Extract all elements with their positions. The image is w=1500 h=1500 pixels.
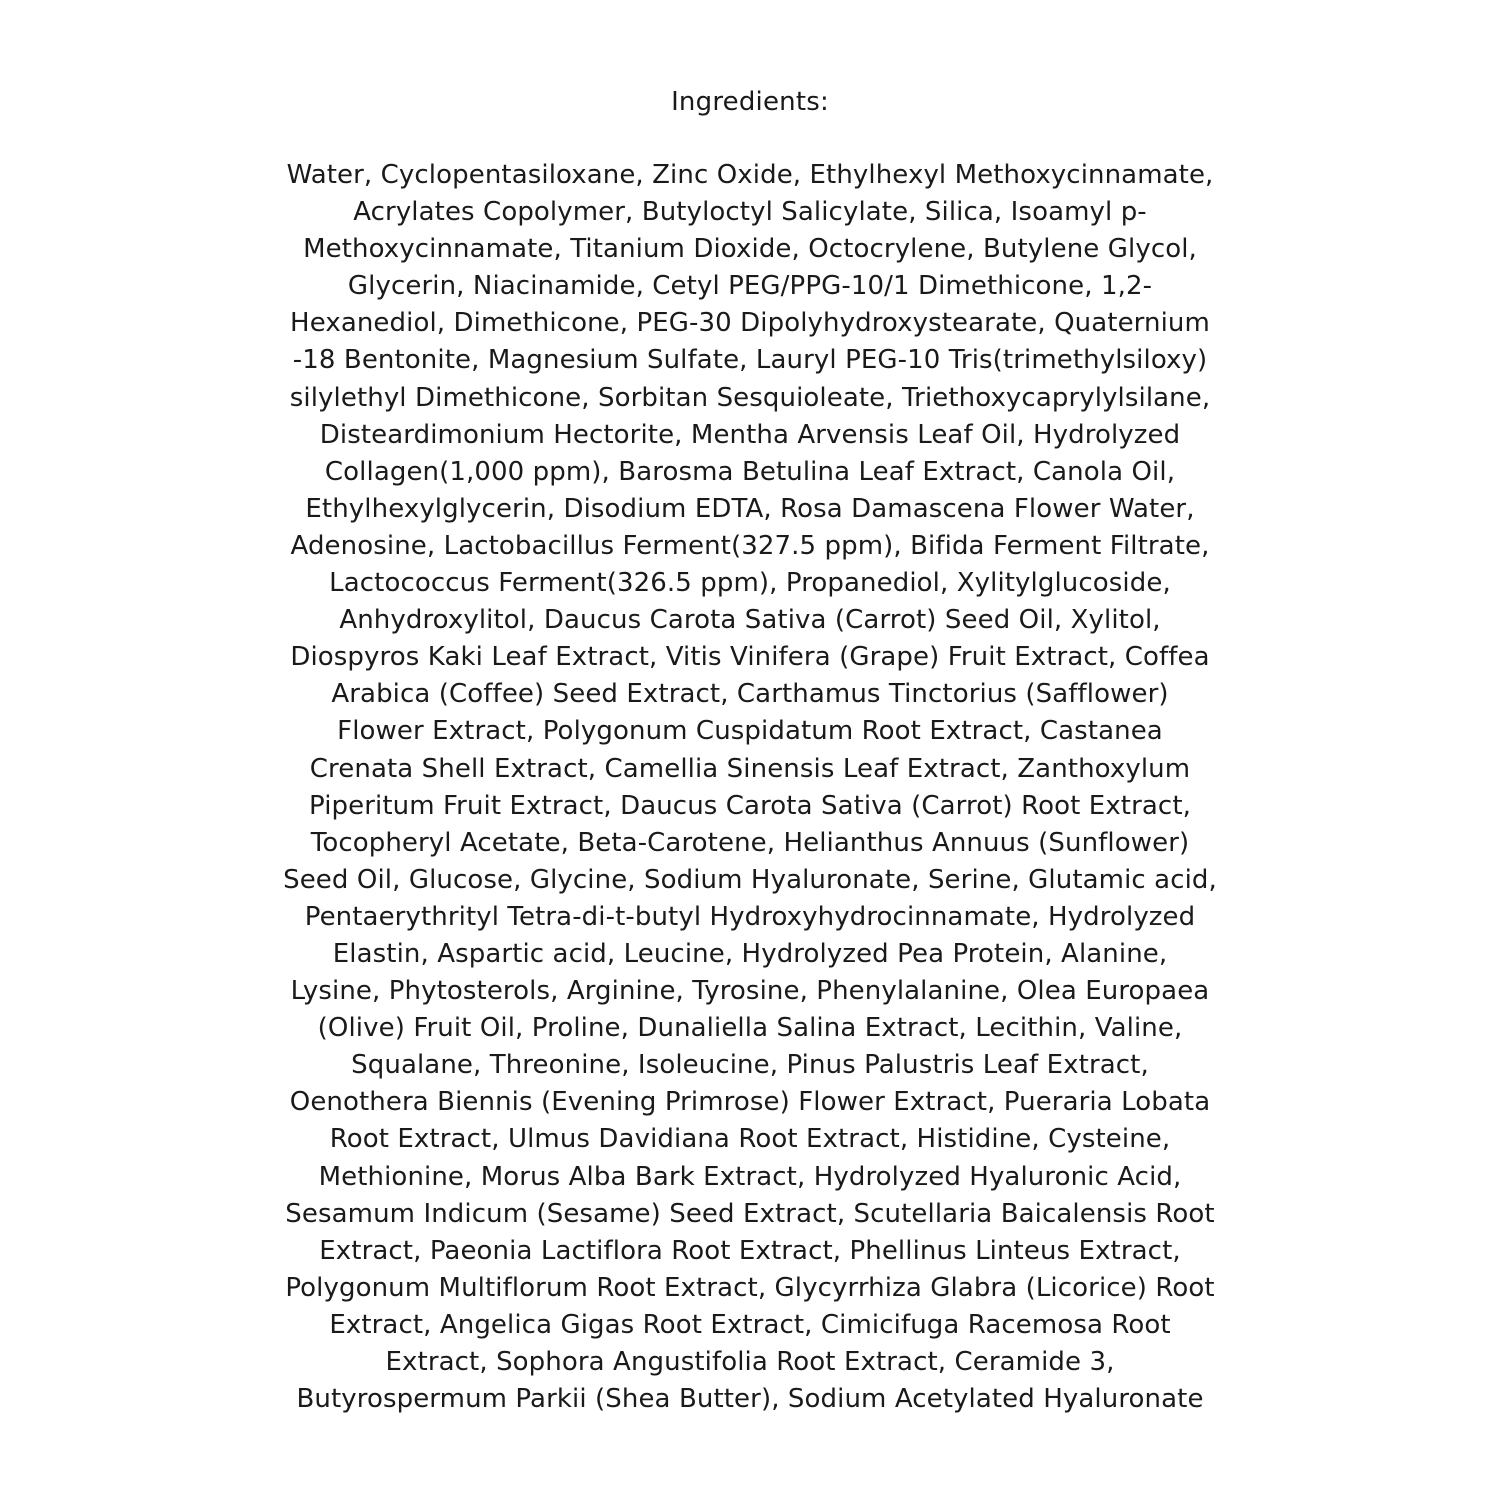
ingredients-line: Extract, Paeonia Lactiflora Root Extract, Phellinus Linteus Extract, (319, 1235, 1181, 1266)
ingredients-line: Oenothera Biennis (Evening Primrose) Flower Extract, Pueraria Lobata (289, 1087, 1211, 1118)
ingredients-line: (Olive) Fruit Oil, Proline, Dunaliella Salina Extract, Lecithin, Valine, (317, 1013, 1183, 1044)
ingredients-line: Hexanediol, Dimethicone, PEG-30 Dipolyhydroxystearate, Quaternium (290, 308, 1210, 339)
ingredients-line: Crenata Shell Extract, Camellia Sinensis Leaf Extract, Zanthoxylum (309, 753, 1191, 784)
ingredients-line: Methionine, Morus Alba Bark Extract, Hydrolyzed Hyaluronic Acid, (318, 1161, 1182, 1192)
ingredients-line: Piperitum Fruit Extract, Daucus Carota Sativa (Carrot) Root Extract, (309, 790, 1191, 821)
ingredients-line: Pentaerythrityl Tetra-di-t-butyl Hydroxyhydrocinnamate, Hydrolyzed (304, 901, 1196, 932)
ingredients-line: Butyrospermum Parkii (Shea Butter), Sodium Acetylated Hyaluronate (296, 1384, 1204, 1415)
ingredients-line: Collagen(1,000 ppm), Barosma Betulina Leaf Extract, Canola Oil, (324, 456, 1176, 487)
ingredients-line: Water, Cyclopentasiloxane, Zinc Oxide, Ethylhexyl Methoxycinnamate, (286, 160, 1214, 190)
ingredients-line: Diospyros Kaki Leaf Extract, Vitis Vinifera (Grape) Fruit Extract, Coffea (290, 642, 1210, 673)
ingredients-line: Lysine, Phytosterols, Arginine, Tyrosine, Phenylalanine, Olea Europaea (290, 976, 1210, 1007)
ingredients-line: Lactococcus Ferment(326.5 ppm), Propanediol, Xylitylglucoside, (329, 568, 1171, 599)
ingredients-line: Extract, Angelica Gigas Root Extract, Cimicifuga Racemosa Root (329, 1309, 1171, 1340)
ingredients-line: -18 Bentonite, Magnesium Sulfate, Lauryl PEG-10 Tris(trimethylsiloxy) (292, 345, 1208, 376)
ingredients-line: Squalane, Threonine, Isoleucine, Pinus Palustris Leaf Extract, (351, 1050, 1149, 1081)
ingredients-line: Elastin, Aspartic acid, Leucine, Hydrolyzed Pea Protein, Alanine, (332, 938, 1168, 969)
ingredients-heading: Ingredients: (671, 87, 829, 117)
ingredients-line: silylethyl Dimethicone, Sorbitan Sesquioleate, Triethoxycaprylylsilane, (289, 382, 1211, 413)
ingredients-line: Tocopheryl Acetate, Beta-Carotene, Helianthus Annuus (Sunflower) (310, 827, 1190, 858)
ingredients-line: Root Extract, Ulmus Davidiana Root Extract, Histidine, Cysteine, (329, 1124, 1171, 1155)
ingredients-list (230, 157, 1270, 1418)
ingredients-line: Ethylhexylglycerin, Disodium EDTA, Rosa Damascena Flower Water, (305, 493, 1195, 524)
ingredients-line: Sesamum Indicum (Sesame) Seed Extract, Scutellaria Baicalensis Root (285, 1198, 1215, 1229)
ingredients-line: Extract, Sophora Angustifolia Root Extract, Ceramide 3, (385, 1347, 1115, 1377)
ingredients-line: Polygonum Multiflorum Root Extract, Glycyrrhiza Glabra (Licorice) Root (285, 1272, 1215, 1303)
ingredients-line: Glycerin, Niacinamide, Cetyl PEG/PPG-10/1 Dimethicone, 1,2- (347, 271, 1153, 302)
ingredients-line: Seed Oil, Glucose, Glycine, Sodium Hyaluronate, Serine, Glutamic acid, (283, 864, 1217, 895)
ingredients-line: Anhydroxylitol, Daucus Carota Sativa (Carrot) Seed Oil, Xylitol, (339, 605, 1161, 636)
ingredients-line: Methoxycinnamate, Titanium Dioxide, Octocrylene, Butylene Glycol, (303, 234, 1197, 265)
ingredients-line: Acrylates Copolymer, Butyloctyl Salicylate, Silica, Isoamyl p- (353, 197, 1147, 228)
ingredients-line: Flower Extract, Polygonum Cuspidatum Root Extract, Castanea (337, 716, 1163, 747)
ingredients-line: Disteardimonium Hectorite, Mentha Arvensis Leaf Oil, Hydrolyzed (319, 419, 1181, 450)
ingredients-line: Adenosine, Lactobacillus Ferment(327.5 ppm), Bifida Ferment Filtrate, (290, 530, 1210, 561)
ingredients-line: Arabica (Coffee) Seed Extract, Carthamus Tinctorius (Safflower) (331, 679, 1169, 710)
